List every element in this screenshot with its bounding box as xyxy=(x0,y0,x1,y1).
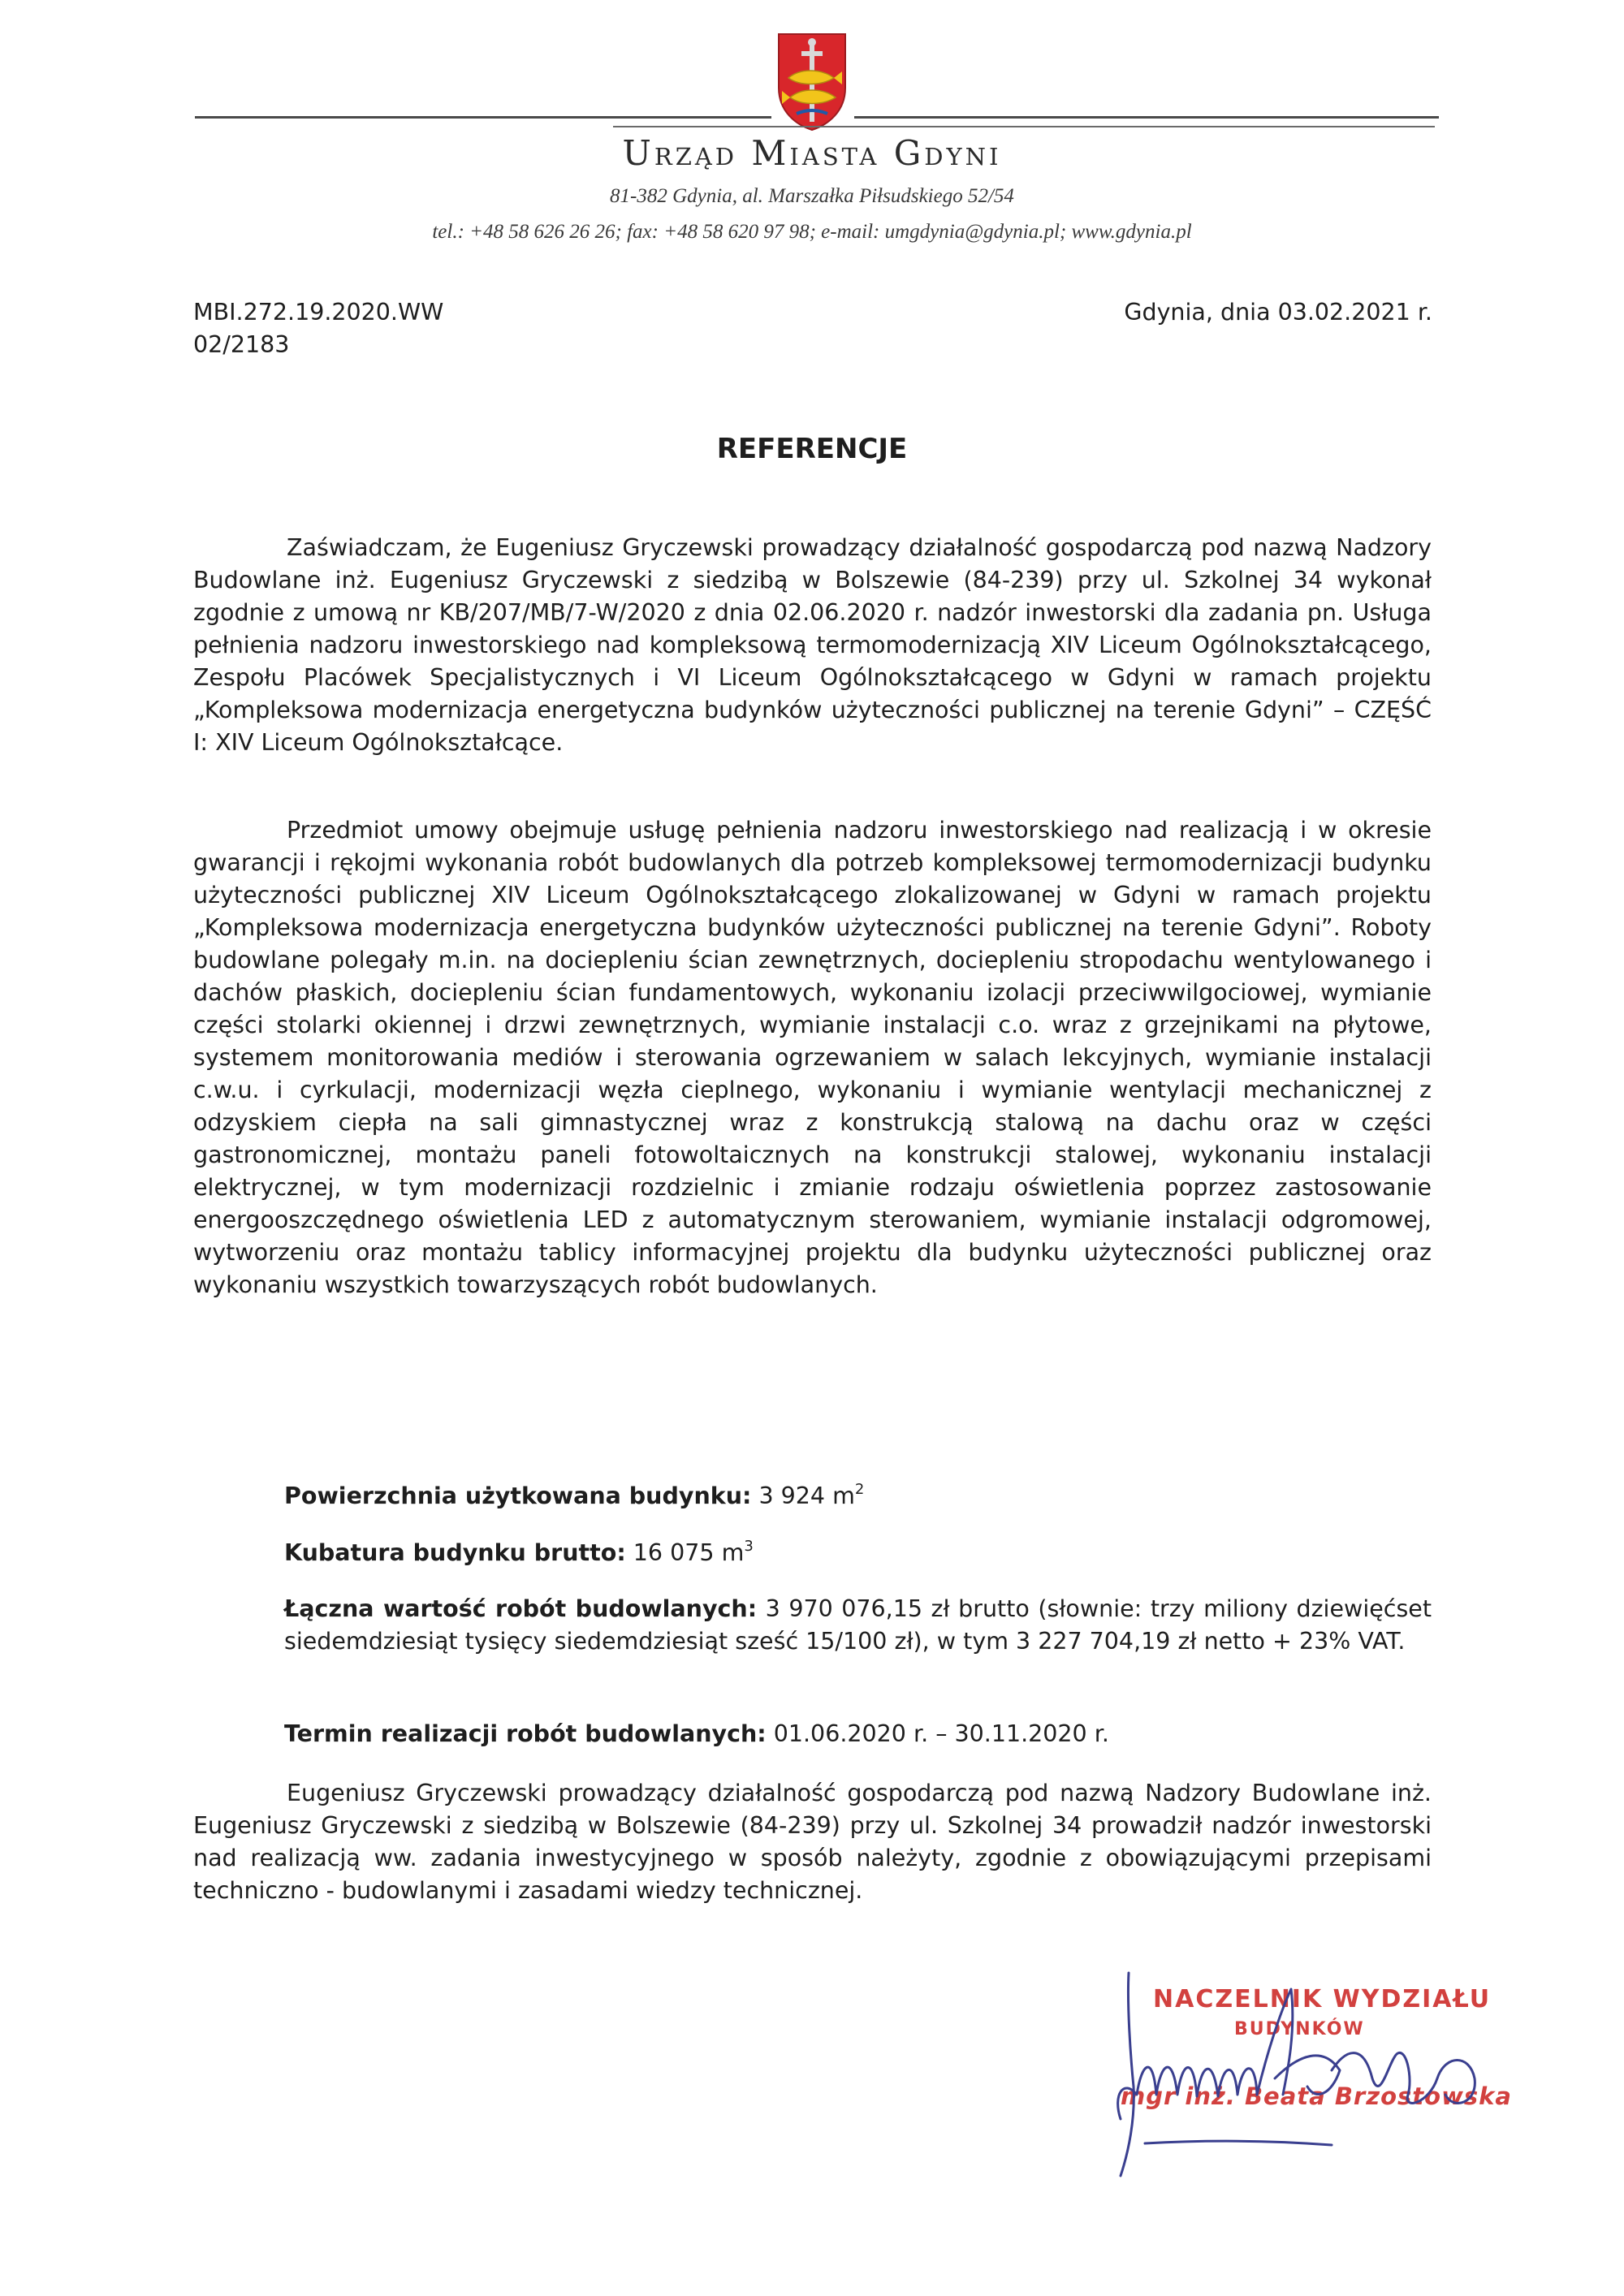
spec-area-label: Powierzchnia użytkowana budynku: xyxy=(284,1482,752,1509)
document-number: 02/2183 xyxy=(193,331,290,358)
spec-term xyxy=(284,1718,1432,1750)
office-contact: tel.: +48 58 626 26 26; fax: +48 58 620 97 98; e-mail: umgdynia@gdynia.pl; www.gdynia.pl xyxy=(432,221,1192,243)
stamp-name: mgr inż. Beata Brzostowska xyxy=(1121,2082,1512,2110)
stamp-title: NACZELNIK WYDZIAŁU xyxy=(1153,1985,1492,2013)
handwritten-signature-icon xyxy=(1088,1957,1510,2200)
office-address: 81-382 Gdynia, al. Marszałka Piłsudskiego 52/54 xyxy=(610,185,1014,207)
header-rule-right xyxy=(854,116,1439,119)
spec-area-unit-exponent: 2 xyxy=(854,1481,865,1498)
spec-volume-value: 16 075 m xyxy=(633,1539,745,1566)
office-name: Urząd Miasta Gdyni xyxy=(622,133,1002,173)
spec-total-value-text: 3 970 076,15 zł brutto (słownie: trzy miliony dziewięćset siedemdziesiąt tysięcy siedemdziesiąt sześć 15/100 zł), w tym 3 227 704,19 zł netto + 23% VAT. xyxy=(284,1595,1432,1655)
paragraph-certification xyxy=(193,532,1432,759)
reference-block xyxy=(193,296,443,361)
paragraph-scope xyxy=(193,814,1432,1301)
spec-total-value xyxy=(284,1593,1432,1658)
gdynia-coat-of-arms-icon xyxy=(774,31,850,132)
paragraph-scope-text: Przedmiot umowy obejmuje usługę pełnienia nadzoru inwestorskiego nad realizacją i w okresie gwarancji i rękojmi wykonania robót budowlanych dla potrzeb kompleksowej termomodernizacji budynku użyteczności publicznej XIV Liceum Ogólnokształcącego zlokalizowanej w Gdyni w ramach projektu „Kompleksowa modernizacja energetyczna budynków użyteczności publicznej na terenie Gdyni”. Roboty budowlane polegały m.in. na dociepleniu ścian zewnętrznych, dociepleniu stropodachu wentylowanego i dachów płaskich, dociepleniu ścian fundamentowych, wykonaniu izolacji przeciwwilgociowej, wymianie części stolarki okiennej i drzwi zewnętrznych, wymianie instalacji c.o. wraz z grzejnikami na płytowe, systemem monitorowania mediów i sterowania ogrzewaniem w salach lekcyjnych, wymianie instalacji c.w.u. i cyrkulacji, modernizacji węzła cieplnego, wykonaniu i wymianie wentylacji mechanicznej z odzyskiem ciepła na sali gimnastycznej wraz z konstrukcją stalową na dachu oraz w części gastronomicznej, montażu paneli fotowoltaicznych na konstrukcji stalowej, wykonaniu instalacji elektrycznej, w tym modernizacji rozdzielnic i zmianie rodzaju oświetlenia poprzez zastosowanie energooszczędnego oświetlenia LED z automatycznym sterowaniem, wymianie instalacji odgromowej, wytworzeniu oraz montażu tablicy informacyjnej projektu dla budynku użyteczności publicznej oraz wykonaniu wszystkich towarzyszących robót budowlanych. xyxy=(193,817,1432,1298)
spec-area xyxy=(284,1480,1432,1513)
spec-volume-label: Kubatura budynku brutto: xyxy=(284,1539,626,1566)
stamp-department: BUDYNKÓW xyxy=(1234,2019,1365,2039)
spec-term-label: Termin realizacji robót budowlanych: xyxy=(284,1720,767,1747)
case-number: MBI.272.19.2020.WW xyxy=(193,299,444,326)
header-rule-lower xyxy=(613,126,1435,127)
spec-total-value-label: Łączna wartość robót budowlanych: xyxy=(284,1595,758,1622)
place-date: Gdynia, dnia 03.02.2021 r. xyxy=(1124,299,1432,326)
spec-volume xyxy=(284,1537,1432,1569)
spec-term-value: 01.06.2020 r. – 30.11.2020 r. xyxy=(773,1720,1109,1747)
spec-volume-unit-exponent: 3 xyxy=(744,1538,754,1555)
header-rule-left xyxy=(195,116,771,119)
paragraph-assessment-text: Eugeniusz Gryczewski prowadzący działalność gospodarczą pod nazwą Nadzory Budowlane inż. Eugeniusz Gryczewski z siedzibą w Bolszewie (84-239) przy ul. Szkolnej 34 prowadził nadzór inwestorski nad realizacją ww. zadania inwestycyjnego w sposób należyty, zgodnie z obowiązującymi przepisami techniczno - budowlanymi i zasadami wiedzy technicznej. xyxy=(193,1780,1432,1904)
paragraph-certification-text: Zaświadczam, że Eugeniusz Gryczewski prowadzący działalność gospodarczą pod nazwą Nadzory Budowlane inż. Eugeniusz Gryczewski z siedzibą w Bolszewie (84-239) przy ul. Szkolnej 34 wykonał zgodnie z umową nr KB/207/MB/7-W/2020 z dnia 02.06.2020 r. nadzór inwestorski dla zadania pn. Usługa pełnienia nadzoru inwestorskiego nad kompleksową termomodernizacją XIV Liceum Ogólnokształcącego, Zespołu Placówek Specjalistycznych i VI Liceum Ogólnokształcącego w Gdyni w ramach projektu „Kompleksowa modernizacja energetyczna budynków użyteczności publicznej na terenie Gdyni” – CZĘŚĆ I: XIV Liceum Ogólnokształcące. xyxy=(193,534,1432,756)
document-title: REFERENCJE xyxy=(716,433,908,465)
paragraph-assessment xyxy=(193,1777,1432,1907)
spec-area-value: 3 924 m xyxy=(758,1482,855,1509)
